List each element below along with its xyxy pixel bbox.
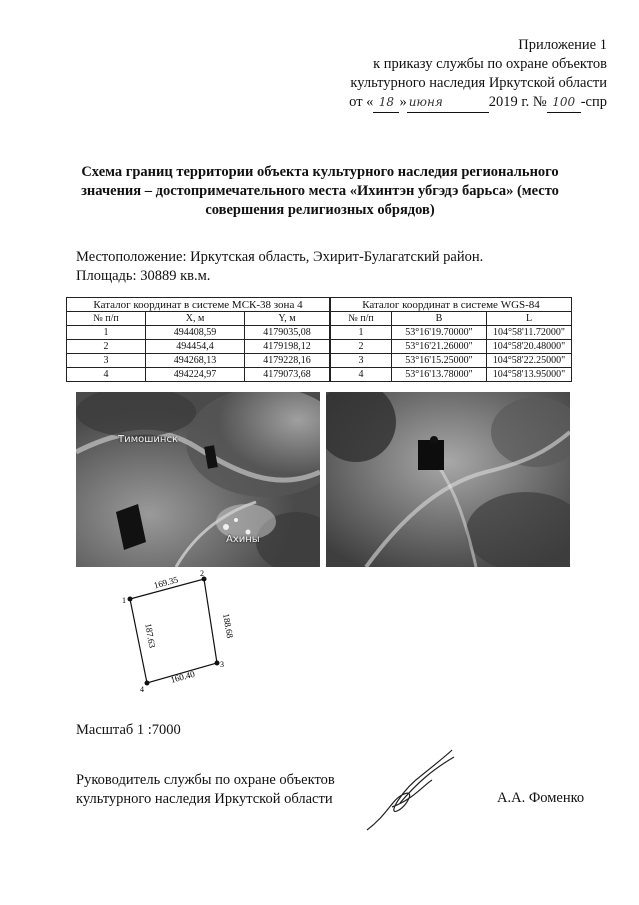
location-info	[76, 248, 483, 286]
appendix-line-2: к приказу службы по охране объектов	[373, 56, 607, 72]
side-length-label: 169.35	[152, 574, 180, 591]
document-title: Схема границ территории объекта культурного наследия регионального значения – достопримечательного места «Ихинтэн убгэдэ барьса» (место совершения религиозных обрядов)	[81, 164, 559, 218]
map-label-village: Ахины	[226, 534, 260, 545]
table-cell: 2	[67, 340, 146, 354]
table-cell: 53°16'19.70000"	[392, 326, 487, 340]
table-cell: 494224,97	[146, 368, 245, 382]
point-label: 4	[140, 685, 144, 694]
area-text: Площадь: 30889 кв.м.	[76, 268, 211, 284]
table-cell: 53°16'13.78000"	[392, 368, 487, 382]
appendix-block	[267, 36, 607, 113]
table-header: Y, м	[245, 312, 330, 326]
table-cell: 104°58'11.72000"	[487, 326, 572, 340]
location-text: Местоположение: Иркутская область, Эхирит-Булагатский район.	[76, 249, 484, 265]
table-header: B	[392, 312, 487, 326]
appendix-date-line: от « 18 » июня 2019 г. № 100 -спр	[267, 93, 607, 113]
table-header: № п/п	[67, 312, 146, 326]
table-cell: 1	[331, 326, 392, 340]
handwritten-signature	[362, 745, 462, 835]
scale-text: Масштаб 1 :7000	[76, 722, 181, 738]
date-day: 18	[373, 93, 399, 113]
table-cell: 4	[67, 368, 146, 382]
side-length-label: 187.63	[143, 622, 158, 649]
boundary-point	[145, 681, 150, 686]
point-label: 1	[122, 596, 126, 605]
table-cell: 2	[331, 340, 392, 354]
table-msk38	[66, 297, 330, 382]
table-cell: 4179035,08	[245, 326, 330, 340]
table-cell: 4179228,16	[245, 354, 330, 368]
satellite-map-detail	[326, 392, 570, 567]
table-row	[331, 326, 572, 340]
appendix-line-1: Приложение 1	[518, 37, 607, 53]
appendix-line-3: культурного наследия Иркутской области	[350, 75, 607, 91]
table-cell: 104°58'22.25000"	[487, 354, 572, 368]
signatory-position: Руководитель службы по охране объектов культурного наследия Иркутской области	[76, 772, 335, 807]
table-row	[67, 340, 330, 354]
table-row	[67, 354, 330, 368]
boundary-plan	[110, 566, 240, 696]
boundary-polygon	[130, 579, 217, 683]
satellite-texture	[76, 392, 320, 567]
date-month: июня	[407, 93, 489, 113]
table-wgs84-caption: Каталог координат в системе WGS-84	[331, 298, 572, 312]
map-label-village: Тимошинск	[118, 434, 178, 445]
table-cell: 3	[67, 354, 146, 368]
table-cell: 494454,4	[146, 340, 245, 354]
point-label: 3	[220, 660, 224, 669]
table-cell: 53°16'15.25000"	[392, 354, 487, 368]
table-row	[331, 340, 572, 354]
table-header: X, м	[146, 312, 245, 326]
table-wgs84	[330, 297, 572, 382]
table-cell: 104°58'20.48000"	[487, 340, 572, 354]
table-msk38-caption: Каталог координат в системе МСК-38 зона 4	[67, 298, 330, 312]
table-cell: 3	[331, 354, 392, 368]
table-cell: 4	[331, 368, 392, 382]
boundary-point	[128, 597, 133, 602]
side-length-label: 188.68	[220, 612, 236, 639]
table-cell: 53°16'21.26000"	[392, 340, 487, 354]
table-cell: 4179073,68	[245, 368, 330, 382]
point-label: 2	[200, 569, 204, 578]
boundary-point	[215, 661, 220, 666]
table-row	[331, 368, 572, 382]
table-cell: 494268,13	[146, 354, 245, 368]
signatory-name: А.А. Фоменко	[497, 790, 585, 806]
table-row	[331, 354, 572, 368]
table-header: № п/п	[331, 312, 392, 326]
table-row	[67, 368, 330, 382]
side-length-label: 160.40	[169, 668, 196, 685]
order-number: 100	[547, 93, 581, 113]
table-cell: 1	[67, 326, 146, 340]
satellite-texture	[326, 392, 570, 567]
table-cell: 494408,59	[146, 326, 245, 340]
satellite-map-overview	[76, 392, 320, 567]
table-cell: 104°58'13.95000"	[487, 368, 572, 382]
table-cell: 4179198,12	[245, 340, 330, 354]
table-row	[67, 326, 330, 340]
table-header: L	[487, 312, 572, 326]
